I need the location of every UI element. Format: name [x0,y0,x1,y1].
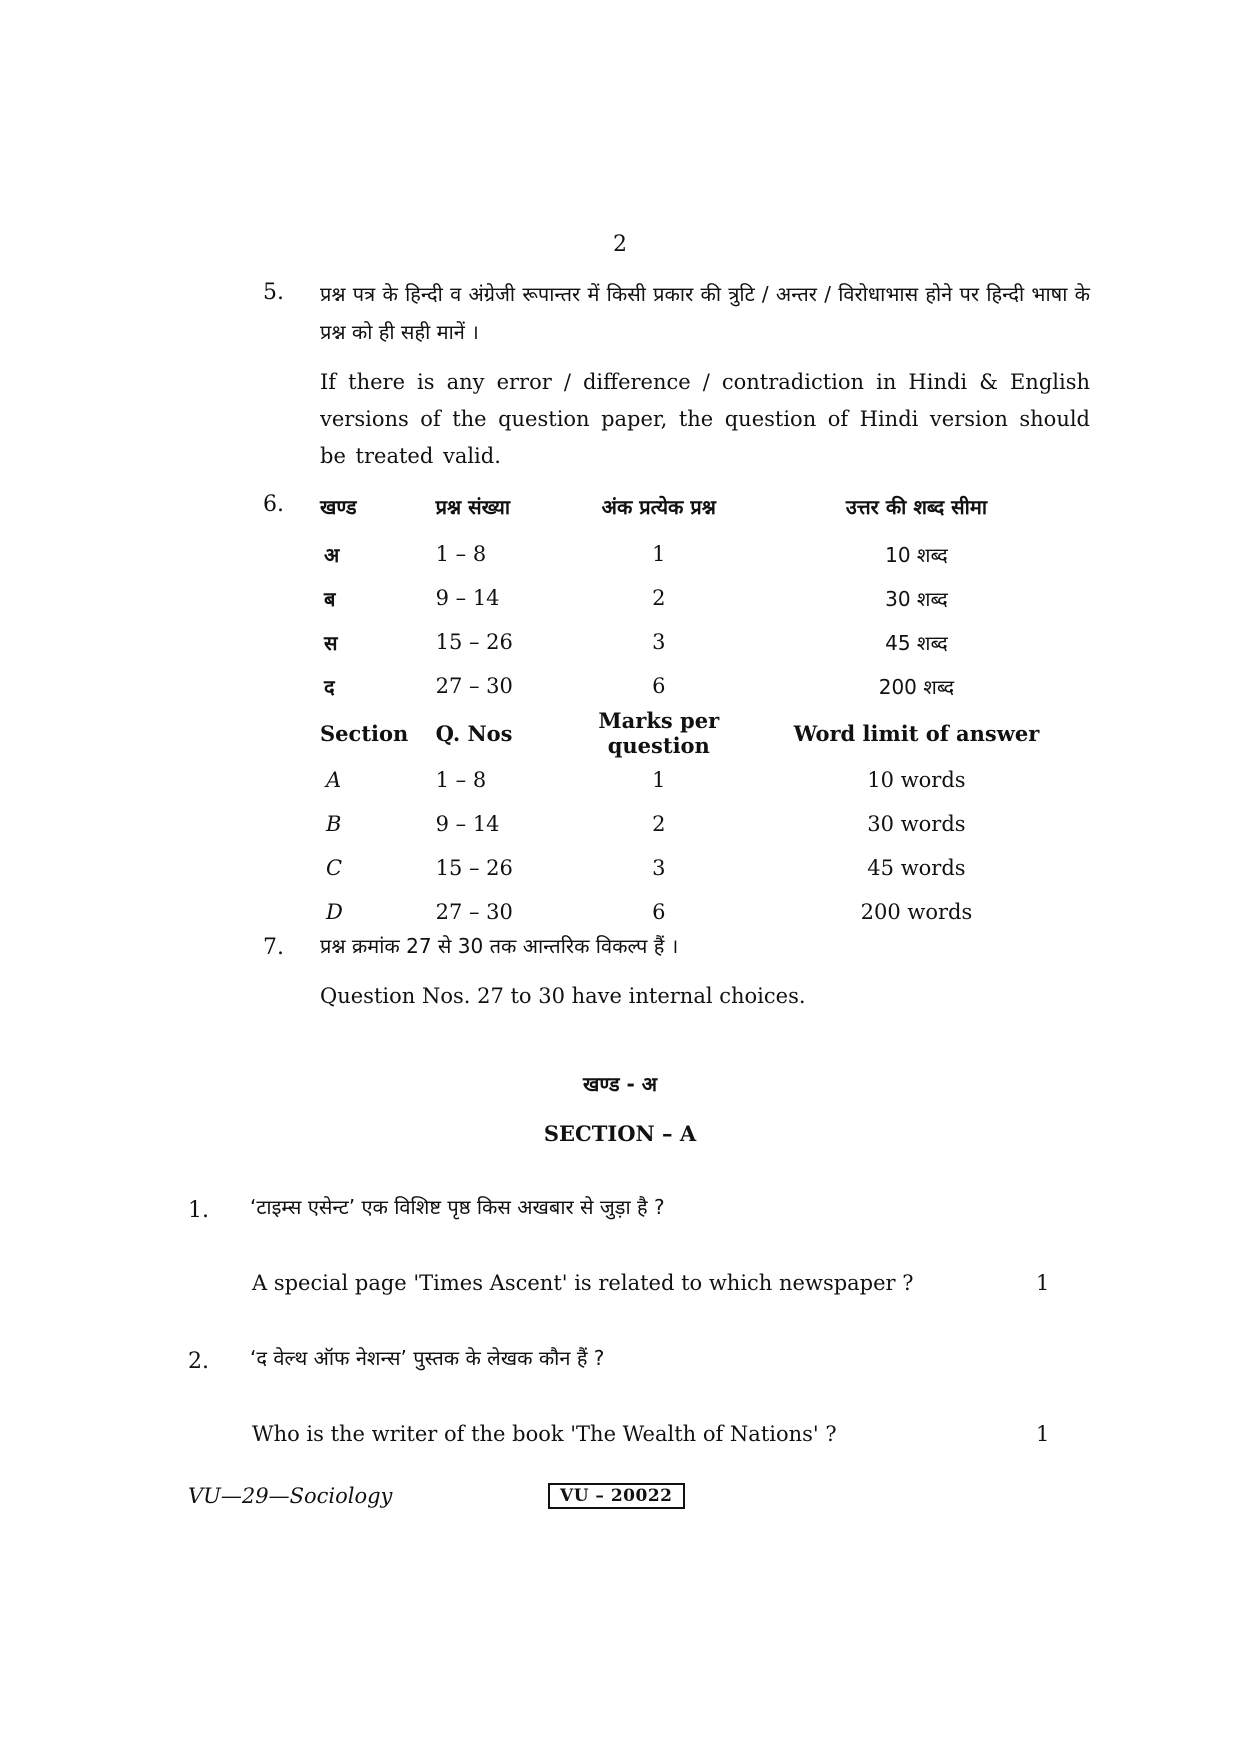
table-header-english [320,708,1060,758]
marks-cell: 3 [652,630,666,654]
header-marks-english: Marks per question [598,708,720,758]
section-cell: ब [324,586,336,611]
question-1-hindi: ‘टाइम्स एसेन्ट’ एक विशिष्ट पृष्ठ किस अखबार से जुड़ा है ? [250,1195,665,1219]
paper-code-box: VU – 20022 [548,1483,685,1509]
marks-cell: 3 [652,856,666,880]
table-row [320,576,1060,620]
section-cell: A [326,768,342,792]
question-1-number: 1. [188,1198,209,1223]
table-row [320,846,1060,890]
instruction-7-hindi: प्रश्न क्रमांक 27 से 30 तक आन्तरिक विकल्प हैं । [320,934,679,958]
question-2-marks: 1 [1036,1422,1050,1446]
limit-cell: 45 शब्द [885,630,948,655]
question-2-number: 2. [188,1349,209,1374]
instruction-5-number: 5. [263,280,284,305]
header-section-hindi: खण्ड [320,494,357,519]
limit-cell: 30 शब्द [885,586,948,611]
limit-cell: 200 शब्द [878,674,955,699]
section-cell: स [324,630,338,655]
table-row [320,890,1060,934]
question-1-english: A special page 'Times Ascent' is related to which newspaper ? [252,1271,914,1295]
marks-distribution-table [320,480,1060,934]
limit-cell: 45 words [867,856,966,880]
table-row [320,802,1060,846]
qnos-cell: 9 – 14 [435,586,500,610]
marks-cell: 2 [652,812,666,836]
section-heading-hindi: खण्ड - अ [582,1072,658,1096]
marks-cell: 1 [652,768,666,792]
section-cell: C [326,856,343,880]
qnos-cell: 15 – 26 [435,856,513,880]
qnos-cell: 9 – 14 [435,812,500,836]
marks-cell: 1 [652,542,666,566]
header-section-english: Section [320,720,409,746]
table-row [320,758,1060,802]
limit-cell: 10 शब्द [885,542,948,567]
instruction-5-english: If there is any error / difference / contradiction in Hindi & English versions of the question paper, the question of Hindi version should be treated valid. [320,370,1090,468]
qnos-cell: 27 – 30 [435,674,513,698]
limit-cell: 10 words [867,768,966,792]
limit-cell: 30 words [867,812,966,836]
table-row [320,620,1060,664]
header-limit-english: Word limit of answer [793,720,1040,746]
section-cell: B [326,812,342,836]
qnos-cell: 1 – 8 [435,542,487,566]
instruction-7-english: Question Nos. 27 to 30 have internal choices. [320,984,806,1008]
section-cell: अ [324,542,340,567]
header-qnos-hindi: प्रश्न संख्या [435,494,511,519]
marks-cell: 6 [652,674,666,698]
header-qnos-english: Q. Nos [435,720,513,746]
footer-subject: VU—29—Sociology [188,1484,393,1508]
instruction-5-hindi: प्रश्न पत्र के हिन्दी व अंग्रेजी रूपान्तर में किसी प्रकार की त्रुटि / अन्तर / विरोधाभास होने पर हिन्दी भाषा के प्रश्न को ही सही मानें । [320,282,1090,344]
header-limit-hindi: उत्तर की शब्द सीमा [845,494,987,519]
section-cell: द [324,674,335,699]
question-2-hindi: ‘द वेल्थ ऑफ नेशन्स’ पुस्तक के लेखक कौन हैं ? [250,1346,605,1370]
table-header-hindi [320,480,1060,532]
header-marks-hindi: अंक प्रत्येक प्रश्न [601,494,716,519]
section-heading-english: SECTION – A [543,1121,697,1146]
marks-cell: 6 [652,900,666,924]
instruction-7-number: 7. [263,935,284,960]
marks-cell: 2 [652,586,666,610]
qnos-cell: 27 – 30 [435,900,513,924]
section-cell: D [326,900,343,924]
qnos-cell: 15 – 26 [435,630,513,654]
page-number: 2 [613,232,627,257]
limit-cell: 200 words [860,900,973,924]
qnos-cell: 1 – 8 [435,768,487,792]
table-row [320,532,1060,576]
question-1-marks: 1 [1036,1271,1050,1295]
table-row [320,664,1060,708]
instruction-6-number: 6. [263,492,284,517]
question-2-english: Who is the writer of the book 'The Wealth of Nations' ? [252,1422,837,1446]
